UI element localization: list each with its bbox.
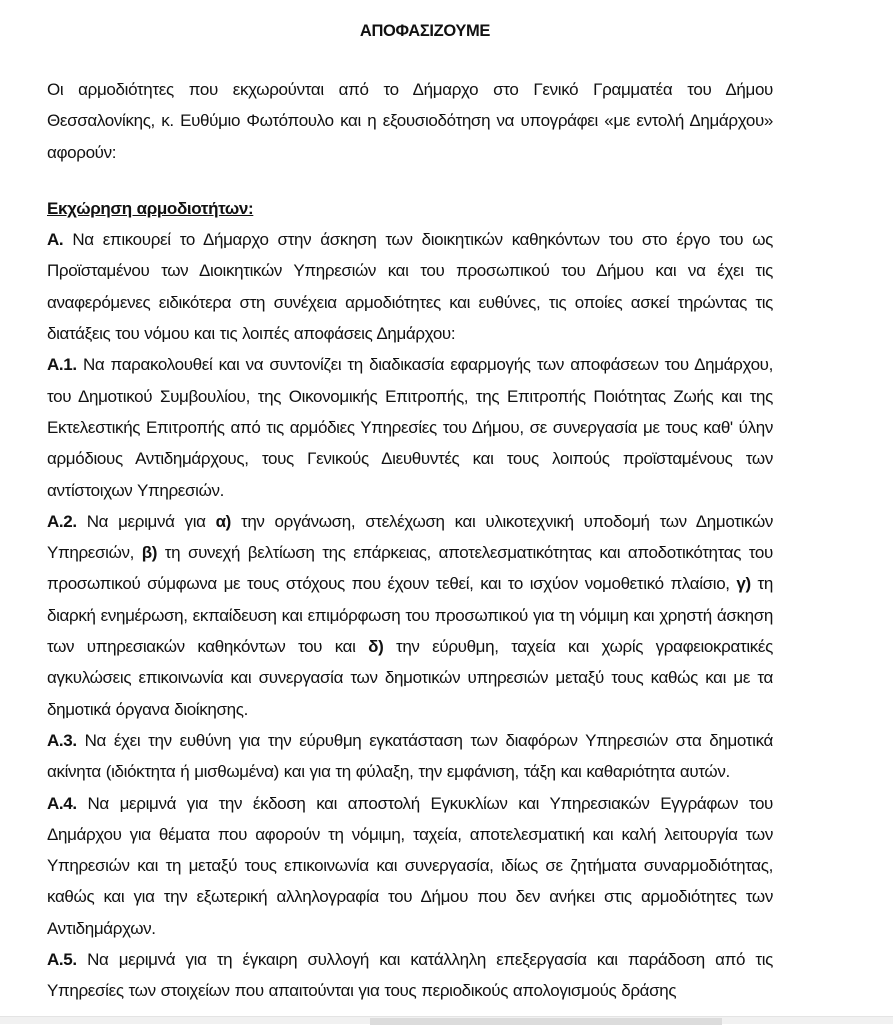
item-text-part: τη συνεχή βελτίωση της επάρκειας, αποτελεσματικότητας και αποδοτικότητας του προσωπικού σύμφωνα με τους στόχους που έχουν τεθεί, και το ισχύον νομοθετικό πλαίσιο,	[47, 543, 773, 594]
intro-paragraph: Οι αρμοδιότητες που εκχωρούνται από το Δήμαρχο στο Γενικό Γραμματέα του Δήμου Θεσσαλονίκης, κ. Ευθύμιο Φωτόπουλο και η εξουσιοδότηση να υπογράφει «με εντολή Δημάρχου» αφορούν:	[47, 80, 773, 162]
item-text: Να μεριμνά για την έκδοση και αποστολή Εγκυκλίων και Υπηρεσιακών Εγγράφων του Δημάρχου για θέματα που αφορούν τη νόμιμη, ταχεία, αποτελεσματική και καλή λειτουργία των Υπηρεσιών και τη μεταξύ τους επικοινωνία και συνεργασία, ιδίως σε ζητήματα συναρμοδιότητας, καθώς και για την εξωτερική αλληλογραφία του Δήμου που δεν ανήκει στις αρμοδιότητες των Αντιδημάρχων.	[47, 793, 774, 938]
item-a3	[47, 725, 773, 788]
item-text-part: τη διαρκή ενημέρωση, εκπαίδευση και επιμόρφωση του προσωπικού για τη νόμιμη και χρηστή άσκηση των υπηρεσιακών καθηκόντων του και	[47, 574, 774, 657]
item-a	[47, 224, 773, 349]
item-text: Να παρακολουθεί και να συντονίζει τη διαδικασία εφαρμογής των αποφάσεων του Δημάρχου, του Δημοτικού Συμβουλίου, της Οικονομικής Επιτροπής, της Επιτροπής Ποιότητας Ζωής και της Εκτελεστικής Επιτροπής από τις αρμόδιες Υπηρεσίες του Δήμου, σε συνεργασία με τους καθ' ύλην αρμόδιους Αντιδημάρχους, τους Γενικούς Διευθυντές και τους λοιπούς προϊσταμένους των αντίστοιχων Υπηρεσιών.	[47, 355, 773, 500]
section-heading: Εκχώρηση αρμοδιοτήτων:	[47, 198, 254, 218]
item-label: Α.5.	[47, 950, 77, 970]
item-text-part: Να μεριμνά για	[86, 511, 216, 531]
enum-marker-gamma: γ)	[736, 574, 751, 594]
item-label: Α.	[47, 230, 64, 250]
item-label: Α.3.	[47, 730, 77, 750]
item-a4	[47, 788, 773, 944]
item-text: Να μεριμνά για τη έγκαιρη συλλογή και κατάλληλη επεξεργασία και παράδοση από τις Υπηρεσίες των στοιχείων που απαιτούνται για τους περιοδικούς απολογισμούς δράσης	[47, 950, 773, 1001]
enum-marker-alpha: α)	[215, 511, 231, 531]
enum-marker-beta: β)	[141, 543, 158, 563]
document-title: ΑΠΟΦΑΣΙΖΟΥΜΕ	[359, 22, 491, 40]
enum-marker-delta: δ)	[368, 637, 384, 657]
item-label: Α.2.	[47, 511, 77, 531]
horizontal-scrollbar[interactable]	[0, 1016, 893, 1024]
item-a1	[47, 349, 773, 505]
item-text-part: την εύρυθμη, ταχεία και χωρίς γραφειοκρατικές αγκυλώσεις επικοινωνία και συνεργασία των δημοτικών υπηρεσιών μεταξύ τους καθώς και με τα δημοτικά όργανα διοίκησης.	[47, 637, 773, 719]
item-a2	[47, 506, 773, 725]
item-text-part: την οργάνωση, στελέχωση και υλικοτεχνική υποδομή των Δημοτικών Υπηρεσιών,	[47, 511, 774, 563]
item-label: Α.4.	[47, 793, 77, 813]
item-text: Να επικουρεί το Δήμαρχο στην άσκηση των διοικητικών καθηκόντων του στο έργο του ως Προϊσταμένου των Διοικητικών Υπηρεσιών και του προσωπικού του Δήμου και να έχει τις αναφερόμενες ειδικότερα στη συνέχεια αρμοδιότητες και ευθύνες, τις οποίες ασκεί τηρώντας τις διατάξεις του νόμου και τις λοιπές αποφάσεις Δημάρχου:	[47, 230, 773, 344]
item-label: Α.1.	[47, 355, 77, 375]
item-text: Να έχει την ευθύνη για την εύρυθμη εγκατάσταση των διαφόρων Υπηρεσιών στα δημοτικά ακίνητα (ιδιόκτητα ή μισθωμένα) και για τη φύλαξη, την εμφάνιση, τάξη και καθαριότητα αυτών.	[47, 730, 773, 782]
item-a5	[47, 944, 773, 1007]
document-page	[47, 18, 773, 1007]
